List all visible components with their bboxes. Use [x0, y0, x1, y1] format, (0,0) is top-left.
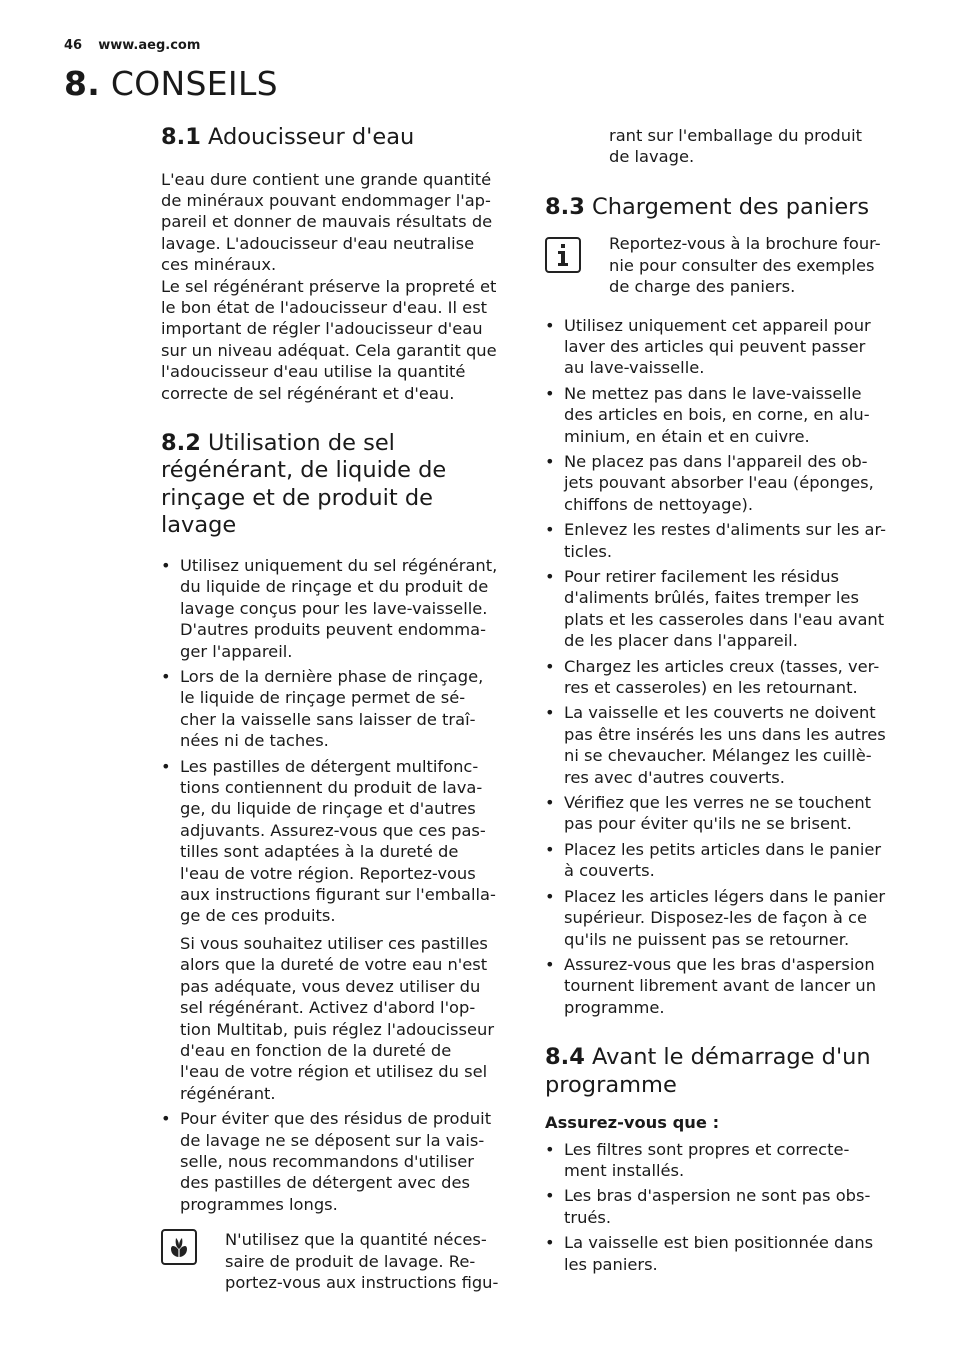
text-line: laver des articles qui peuvent passer [564, 336, 866, 356]
text-line: d'eau en fonction de la dureté de [180, 1040, 452, 1060]
text-line: le bon état de l'adoucisseur d'eau. Il est [161, 297, 488, 317]
text-line: alors que la dureté de votre eau n'est [180, 955, 488, 975]
list-item [545, 954, 900, 1018]
text-line: Reportez-vous à la brochure four- [609, 234, 881, 254]
text-line: ni se chevaucher. Mélangez les cuillè- [564, 746, 872, 766]
section-8-1-heading [161, 124, 517, 152]
text-line: l'adoucisseur d'eau utilise la quantité [161, 362, 466, 382]
list-item [545, 383, 900, 447]
list-item [545, 566, 900, 652]
text-line: programmes longs. [180, 1194, 338, 1214]
list-item [161, 555, 517, 662]
info-icon [545, 237, 581, 273]
text-line: Si vous souhaitez utiliser ces pastilles [180, 933, 488, 953]
text-line: des pastilles de détergent avec des [180, 1173, 470, 1193]
text-line: ge, du liquide de rinçage et d'autres [180, 799, 476, 819]
text-line: La vaisselle est bien positionnée dans [564, 1233, 874, 1253]
list-item [545, 1139, 900, 1182]
text-line: de minéraux pouvant endommager l'ap- [161, 190, 491, 210]
text-line: programme. [564, 997, 665, 1017]
text-line: jets pouvant absorber l'eau (éponges, [564, 473, 874, 493]
text-line: important de régler l'adoucisseur d'eau [161, 319, 483, 339]
info-note [545, 233, 900, 297]
section-8-4-lead: Assurez-vous que : [545, 1113, 720, 1133]
text-line: aux instructions figurant sur l'emballa- [180, 885, 496, 905]
text-line: ces minéraux. [161, 255, 277, 275]
text-line: portez-vous aux instructions figu- [225, 1272, 499, 1292]
text-line: pareil et donner de mauvais résultats de [161, 212, 493, 232]
text-line: cher la vaisselle sans laisser de traî- [180, 709, 476, 729]
text-line: des articles en bois, en corne, en alu- [564, 405, 870, 425]
text-line: rant sur l'emballage du produit [609, 126, 862, 145]
text-line: l'eau de votre région. Reportez-vous [180, 863, 476, 883]
text-line: Assurez-vous que les bras d'aspersion [564, 954, 875, 974]
text-line: nées ni de taches. [180, 731, 329, 751]
text-line: minium, en étain et en cuivre. [564, 426, 810, 446]
text-line: Utilisez uniquement cet appareil pour [564, 315, 871, 335]
section-8-3-heading [545, 194, 900, 222]
text-line: Pour éviter que des résidus de produit [180, 1109, 492, 1129]
text-line: Ne mettez pas dans le lave-vaisselle [564, 383, 862, 403]
text-line: Placez les articles légers dans le panier [564, 886, 886, 906]
text-line: tournent librement avant de lancer un [564, 976, 877, 996]
section-number: 8.4 [545, 1044, 585, 1071]
chapter-title-text: CONSEILS [110, 64, 278, 103]
section-title: Chargement des paniers [592, 193, 870, 220]
text-line: tion Multitab, puis réglez l'adoucisseur [180, 1019, 495, 1039]
text-line: pas adéquate, vous devez utiliser du [180, 976, 481, 996]
list-item [545, 1232, 900, 1275]
text-line: Utilisez uniquement du sel régénérant, [180, 555, 498, 575]
text-line: Les pastilles de détergent multifonc- [180, 756, 479, 776]
text-line: selle, nous recommandons d'utiliser [180, 1151, 475, 1171]
text-line: Chargez les articles creux (tasses, ver- [564, 656, 880, 676]
list-item [545, 1185, 900, 1228]
text-line: Le sel régénérant préserve la propreté et [161, 276, 497, 296]
section-8-2-heading [161, 430, 517, 540]
text-line: Placez les petits articles dans le panier [564, 839, 882, 859]
text-line: du liquide de rinçage et du produit de [180, 577, 489, 597]
text-line: trués. [564, 1207, 612, 1227]
list-item [545, 656, 900, 699]
section-8-3-list [545, 315, 900, 1019]
text-line: les paniers. [564, 1254, 658, 1274]
left-column [161, 120, 517, 1293]
section-8-1-body [161, 169, 517, 404]
text-line: chiffons de nettoyage). [564, 494, 754, 514]
text-line: sur un niveau adéquat. Cela garantit que [161, 340, 497, 360]
text-line: qu'ils ne puissent pas se retourner. [564, 929, 850, 949]
text-line: Enlevez les restes d'aliments sur les ar- [564, 520, 887, 540]
text-line: tilles sont adaptées à la dureté de [180, 842, 459, 862]
text-line: de charge des paniers. [609, 277, 796, 297]
website-url: www.aeg.com [98, 38, 201, 53]
list-item [545, 886, 900, 950]
page-number: 46 [64, 38, 83, 53]
section-number: 8.1 [161, 124, 201, 150]
text-line: sel régénérant. Activez d'abord l'op- [180, 998, 476, 1018]
section-8-4-list [545, 1139, 900, 1275]
text-line: l'eau de votre région et utilisez du sel [180, 1062, 488, 1082]
note-continuation [545, 125, 900, 168]
text-line: N'utilisez que la quantité néces- [225, 1230, 487, 1250]
environment-note [161, 1229, 517, 1293]
list-item [161, 666, 517, 752]
list-item-continuation [180, 933, 517, 1104]
text-line: ge de ces produits. [180, 906, 336, 926]
text-line: ticles. [564, 541, 613, 561]
list-item [545, 839, 900, 882]
environment-leaf-icon [161, 1229, 197, 1265]
text-line: Pour retirer facilement les résidus [564, 567, 840, 586]
text-line: adjuvants. Assurez-vous que ces pas- [180, 820, 486, 840]
list-item [545, 792, 900, 835]
text-line: La vaisselle et les couverts ne doivent [564, 703, 876, 723]
text-line: Lors de la dernière phase de rinçage, [180, 667, 484, 686]
section-8-2-list [161, 555, 517, 1215]
note-text [225, 1229, 517, 1293]
list-item [161, 756, 517, 1105]
section-number: 8.2 [161, 429, 201, 456]
section-title-line: Avant le démarrage d'un [592, 1044, 871, 1071]
text-line: à couverts. [564, 861, 655, 881]
chapter-number: 8. [64, 64, 101, 103]
section-title-line: lavage [161, 512, 237, 539]
text-line: d'aliments brûlés, faites tremper les [564, 588, 859, 608]
text-line: de lavage ne se déposent sur la vais- [180, 1130, 485, 1150]
text-line: saire de produit de lavage. Re- [225, 1251, 476, 1271]
text-line: ment installés. [564, 1160, 685, 1180]
list-item [545, 315, 900, 379]
text-line: de lavage. [609, 147, 695, 167]
text-line: lavage conçus pour les lave-vaisselle. [180, 598, 488, 618]
text-line: ger l'appareil. [180, 641, 293, 661]
text-line: Vérifiez que les verres ne se touchent [564, 793, 872, 813]
text-line: Les bras d'aspersion ne sont pas obs- [564, 1186, 871, 1206]
right-column [545, 120, 900, 1275]
text-line: L'eau dure contient une grande quantité [161, 169, 492, 189]
text-line: de les placer dans l'appareil. [564, 631, 798, 651]
text-line: res avec d'autres couverts. [564, 767, 785, 787]
text-line: pas pour éviter qu'ils ne se brisent. [564, 814, 852, 834]
text-line: pas être insérés les uns dans les autres [564, 724, 886, 744]
chapter-title [64, 64, 278, 103]
text-line: res et casseroles) en les retournant. [564, 678, 858, 698]
list-item [161, 1108, 517, 1215]
text-line: Les filtres sont propres et correcte- [564, 1139, 850, 1159]
text-line: régénérant. [180, 1083, 276, 1103]
text-line: correcte de sel régénérant et d'eau. [161, 383, 455, 403]
text-line: lavage. L'adoucisseur d'eau neutralise [161, 233, 475, 253]
section-title: Adoucisseur d'eau [208, 124, 415, 150]
list-item [545, 451, 900, 515]
text-line: supérieur. Disposez-les de façon à ce [564, 908, 867, 928]
section-title-line: rinçage et de produit de [161, 484, 433, 511]
section-title-line: Utilisation de sel [208, 429, 395, 456]
text-line: D'autres produits peuvent endomma- [180, 620, 486, 640]
section-title-line: régénérant, de liquide de [161, 457, 447, 484]
text-line: le liquide de rinçage permet de sé- [180, 688, 466, 708]
list-item [545, 519, 900, 562]
section-title-line: programme [545, 1071, 677, 1098]
section-8-4-heading [545, 1044, 900, 1099]
text-line: plats et les casseroles dans l'eau avant [564, 609, 885, 629]
text-line: tions contiennent du produit de lava- [180, 778, 483, 798]
section-number: 8.3 [545, 193, 585, 220]
text-line: au lave-vaisselle. [564, 358, 705, 378]
list-item [545, 702, 900, 788]
text-line: nie pour consulter des exemples [609, 255, 875, 275]
page-header [64, 38, 200, 53]
note-text [609, 233, 900, 297]
text-line: Ne placez pas dans l'appareil des ob- [564, 451, 868, 471]
